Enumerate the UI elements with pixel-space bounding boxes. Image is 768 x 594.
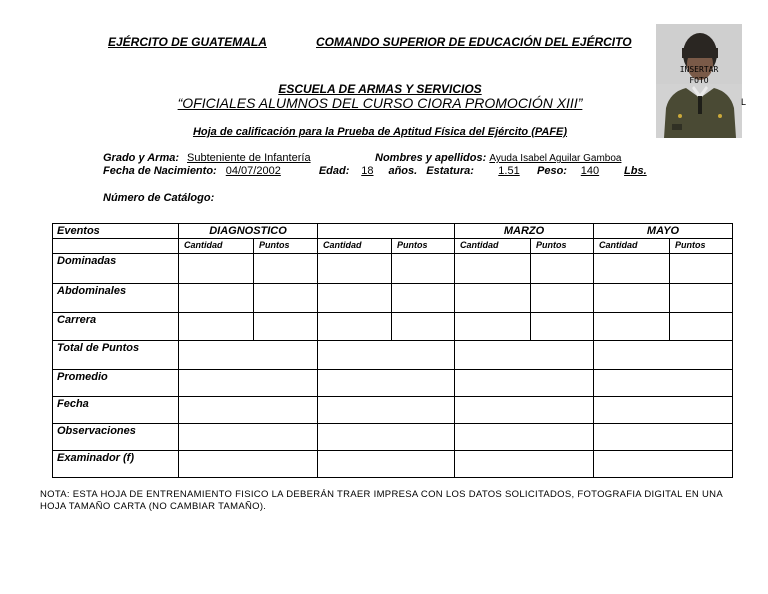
table-cell[interactable] [318, 370, 455, 397]
subheader-cantidad-2: Cantidad [318, 239, 392, 254]
table-cell[interactable] [531, 313, 594, 341]
period-header-diagnostico: DIAGNOSTICO [179, 224, 318, 239]
lbs-label: Lbs. [624, 165, 647, 177]
header-army: EJÉRCITO DE GUATEMALA [108, 35, 267, 49]
course-title [0, 95, 760, 111]
table-row [53, 397, 733, 424]
table-row [53, 313, 733, 341]
subheader-puntos-3: Puntos [531, 239, 594, 254]
table-cell[interactable] [455, 284, 531, 313]
estatura-field[interactable]: 1.51 [498, 165, 520, 177]
table-cell[interactable] [670, 284, 733, 313]
table-cell[interactable] [318, 284, 392, 313]
row-label-total: Total de Puntos [53, 341, 179, 370]
row-label-dominadas: Dominadas [53, 254, 179, 284]
estatura-label: Estatura: [426, 165, 474, 177]
table-cell[interactable] [455, 397, 594, 424]
table-row [53, 424, 733, 451]
period-header-blank [318, 224, 455, 239]
table-cell[interactable] [318, 424, 455, 451]
photo-caption-line1: INSERTAR [679, 65, 719, 74]
table-cell[interactable] [531, 284, 594, 313]
row-label-examinador: Examinador (f) [53, 451, 179, 478]
grado-label: Grado y Arma: [103, 152, 180, 164]
table-cell[interactable] [318, 313, 392, 341]
table-cell[interactable] [670, 313, 733, 341]
photo-caption-line2: FOTO [689, 76, 709, 85]
catalogo-row [103, 192, 321, 204]
row-label-fecha: Fecha [53, 397, 179, 424]
table-cell[interactable] [594, 341, 733, 370]
table-cell[interactable] [455, 424, 594, 451]
course-title-text: “OFICIALES ALUMNOS DEL CURSO CIORA PROMOCIÓN XIII” [177, 95, 583, 111]
peso-field[interactable]: 140 [580, 165, 600, 177]
table-cell[interactable] [179, 254, 254, 284]
table-cell[interactable] [594, 370, 733, 397]
table-cell[interactable] [455, 341, 594, 370]
nombres-label: Nombres y apellidos: [375, 152, 487, 164]
edge-letter: L [741, 97, 747, 107]
subheader-empty [53, 239, 179, 254]
period-header-mayo: MAYO [594, 224, 733, 239]
table-cell[interactable] [179, 424, 318, 451]
fitness-table [52, 223, 733, 478]
table-cell[interactable] [179, 284, 254, 313]
table-cell[interactable] [254, 313, 318, 341]
table-header-row [53, 224, 733, 239]
table-cell[interactable] [455, 313, 531, 341]
period-header-marzo: MARZO [455, 224, 594, 239]
table-cell[interactable] [318, 451, 455, 478]
table-row [53, 284, 733, 313]
subheader-cantidad-1: Cantidad [179, 239, 254, 254]
table-cell[interactable] [392, 313, 455, 341]
table-cell[interactable] [392, 254, 455, 284]
grado-field[interactable]: Subteniente de Infantería [187, 152, 311, 164]
table-cell[interactable] [254, 254, 318, 284]
school-title: ESCUELA DE ARMAS Y SERVICIOS [278, 82, 482, 96]
peso-label: Peso: [537, 165, 567, 177]
table-cell[interactable] [594, 254, 670, 284]
subheader-puntos-1: Puntos [254, 239, 318, 254]
form-subtitle: Hoja de calificación para la Prueba de Aptitud Física del Ejército (PAFE) [192, 126, 568, 138]
row-label-abdominales: Abdominales [53, 284, 179, 313]
table-cell[interactable] [179, 313, 254, 341]
table-cell[interactable] [594, 284, 670, 313]
table-row [53, 341, 733, 370]
table-cell[interactable] [594, 451, 733, 478]
grado-row [103, 152, 621, 164]
table-cell[interactable] [179, 341, 318, 370]
row-label-promedio: Promedio [53, 370, 179, 397]
subheader-puntos-4: Puntos [670, 239, 733, 254]
photo-placeholder[interactable] [656, 24, 742, 138]
fecha-label: Fecha de Nacimiento: [103, 165, 217, 177]
subheader-cantidad-4: Cantidad [594, 239, 670, 254]
subheader-puntos-2: Puntos [392, 239, 455, 254]
subheader-cantidad-3: Cantidad [455, 239, 531, 254]
table-cell[interactable] [670, 254, 733, 284]
table-cell[interactable] [455, 254, 531, 284]
table-cell[interactable] [254, 284, 318, 313]
events-header: Eventos [53, 224, 179, 239]
nombres-field[interactable]: Ayuda Isabel Aguilar Gamboa [489, 153, 622, 164]
table-cell[interactable] [594, 397, 733, 424]
table-cell[interactable] [318, 341, 455, 370]
table-cell[interactable] [531, 254, 594, 284]
table-cell[interactable] [318, 397, 455, 424]
footer-note: NOTA: ESTA HOJA DE ENTRENAMIENTO FISICO LA DEBERÁN TRAER IMPRESA CON LOS DATOS SOLICITADOS, FOTOGRAFIA DIGITAL EN UNA HOJA TAMAÑO CARTA (NO CAMBIAR TAMAÑO). [40, 489, 723, 512]
fecha-row [103, 165, 647, 177]
header-command: COMANDO SUPERIOR DE EDUCACIÓN DEL EJÉRCITO [316, 35, 632, 49]
row-label-carrera: Carrera [53, 313, 179, 341]
table-cell[interactable] [179, 370, 318, 397]
table-row [53, 254, 733, 284]
catalogo-label: Número de Catálogo: [103, 192, 215, 204]
edad-label: Edad: [318, 165, 350, 177]
table-cell[interactable] [318, 254, 392, 284]
table-cell[interactable] [594, 313, 670, 341]
anos-label: años. [388, 165, 418, 177]
table-cell[interactable] [594, 424, 733, 451]
table-cell[interactable] [455, 451, 594, 478]
table-cell[interactable] [179, 397, 318, 424]
row-label-observaciones: Observaciones [53, 424, 179, 451]
table-cell[interactable] [179, 451, 318, 478]
fecha-field[interactable]: 04/07/2002 [225, 165, 281, 177]
table-row [53, 370, 733, 397]
table-subheader-row [53, 239, 733, 254]
table-cell[interactable] [455, 370, 594, 397]
table-cell[interactable] [392, 284, 455, 313]
edad-field[interactable]: 18 [361, 165, 374, 177]
table-row [53, 451, 733, 478]
